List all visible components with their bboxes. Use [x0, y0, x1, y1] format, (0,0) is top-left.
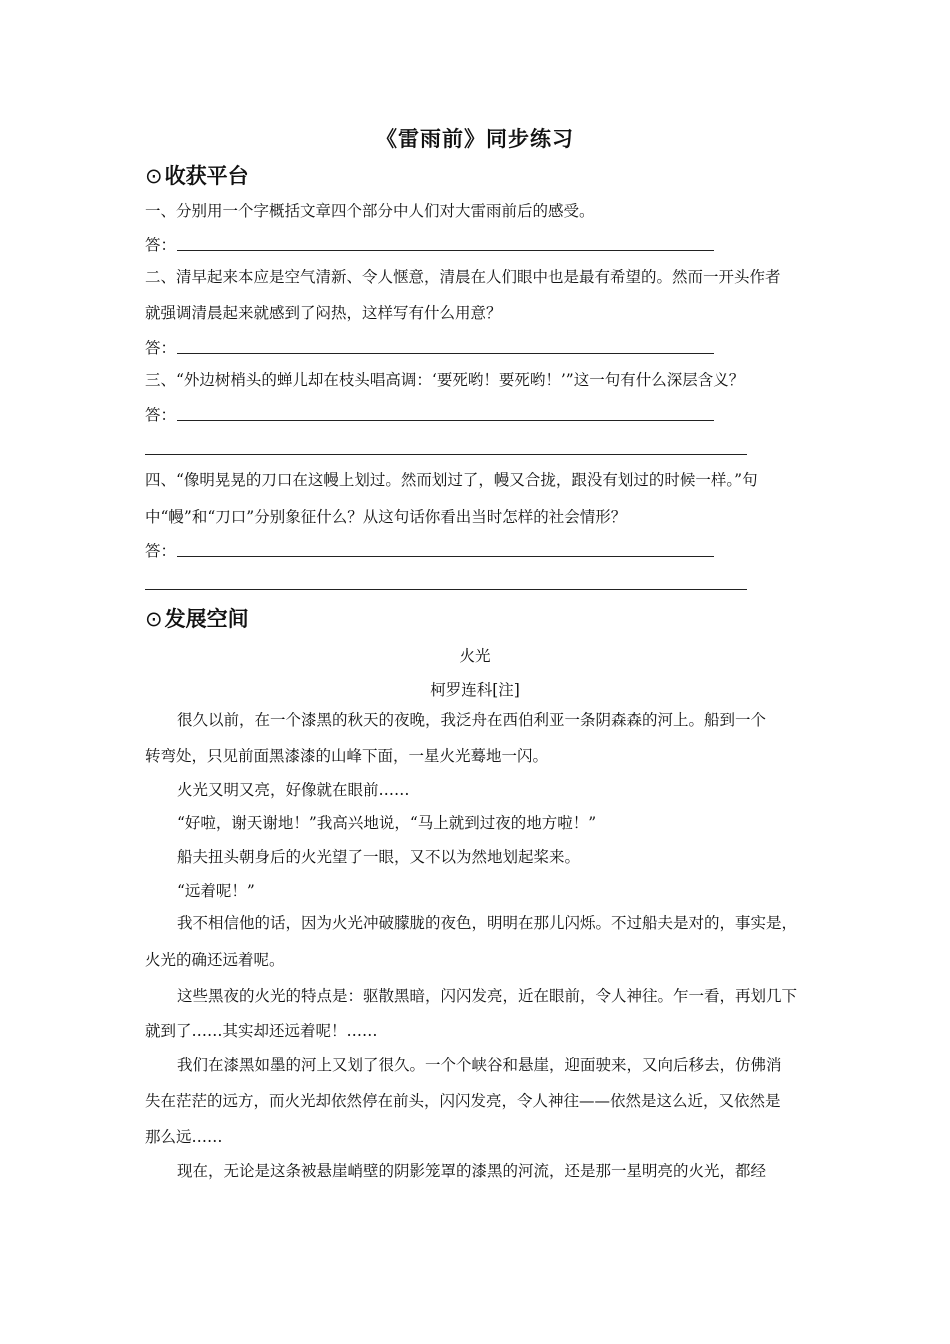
answer-4-line-2[interactable]	[145, 589, 747, 590]
document-title: 《雷雨前》同步练习	[376, 126, 574, 151]
reading-p4: 船夫扭头朝身后的火光望了一眼，又不以为然地划起桨来。	[177, 848, 581, 866]
answer-1-label: 答：	[145, 236, 177, 254]
question-4-line-2: 中“幔”和“刀口”分别象征什么？从这句话你看出当时怎样的社会情形？	[145, 508, 627, 526]
reading-p8-line-2: 失在茫茫的远方，而火光却依然停在前头，闪闪发亮，令人神往——依然是这么近，又依然是	[145, 1092, 781, 1110]
question-2-line-2: 就强调清晨起来就感到了闷热，这样写有什么用意？	[145, 304, 502, 322]
reading-p8-line-3: 那么远……	[145, 1128, 223, 1146]
answer-4-line-1[interactable]	[177, 556, 714, 557]
reading-p2: 火光又明又亮，好像就在眼前……	[177, 781, 410, 799]
answer-2-label: 答：	[145, 339, 177, 357]
section-develop-heading	[145, 603, 249, 633]
section-harvest-heading	[145, 160, 249, 190]
answer-1-line[interactable]	[177, 250, 714, 251]
reading-p7-line-2: 就到了……其实却还远着呢！……	[145, 1022, 378, 1040]
section-develop-label: 发展空间	[164, 607, 249, 631]
reading-author: 柯罗连科[注]	[430, 681, 520, 699]
question-3: 三、“外边树梢头的蝉儿却在枝头唱高调：‘要死哟！要死哟！’”这一句有什么深层含义？	[145, 371, 745, 389]
reading-p7-line-1: 这些黑夜的火光的特点是：驱散黑暗，闪闪发亮，近在眼前，令人神往。乍一看，再划几下	[177, 987, 798, 1005]
reading-p5: “远着呢！”	[177, 882, 255, 900]
answer-3-line-2[interactable]	[145, 454, 747, 455]
question-2-line-1: 二、清早起来本应是空气清新、令人惬意，清晨在人们眼中也是最有希望的。然而一开头作者	[145, 268, 781, 286]
answer-2-line[interactable]	[177, 353, 714, 354]
question-1: 一、分别用一个字概括文章四个部分中人们对大雷雨前后的感受。	[145, 202, 595, 220]
reading-p3: “好啦，谢天谢地！”我高兴地说，“马上就到过夜的地方啦！”	[177, 814, 597, 832]
reading-p1-line-2: 转弯处，只见前面黑漆漆的山峰下面，一星火光蓦地一闪。	[145, 747, 549, 765]
reading-p9-line-1: 现在，无论是这条被悬崖峭壁的阴影笼罩的漆黑的河流，还是那一星明亮的火光，都经	[177, 1162, 767, 1180]
answer-3-line-1[interactable]	[177, 420, 714, 421]
reading-p1-line-1: 很久以前，在一个漆黑的秋天的夜晚，我泛舟在西伯利亚一条阴森森的河上。船到一个	[177, 711, 767, 729]
answer-4-label: 答：	[145, 542, 177, 560]
answer-3-label: 答：	[145, 406, 177, 424]
reading-p6-line-1: 我不相信他的话，因为火光冲破朦胧的夜色，明明在那儿闪烁。不过船夫是对的，事实是，	[177, 914, 798, 932]
circle-dot-icon: ⊙	[145, 607, 163, 631]
reading-p8-line-1: 我们在漆黑如墨的河上又划了很久。一个个峡谷和悬崖，迎面驶来，又向后移去，仿佛消	[177, 1056, 782, 1074]
circle-dot-icon: ⊙	[145, 164, 163, 188]
reading-p6-line-2: 火光的确还远着呢。	[145, 951, 285, 969]
section-harvest-label: 收获平台	[164, 164, 249, 188]
question-4-line-1: 四、“像明晃晃的刀口在这幔上划过。然而划过了，幔又合拢，跟没有划过的时候一样。”句	[145, 471, 758, 489]
reading-title: 火光	[459, 647, 491, 665]
